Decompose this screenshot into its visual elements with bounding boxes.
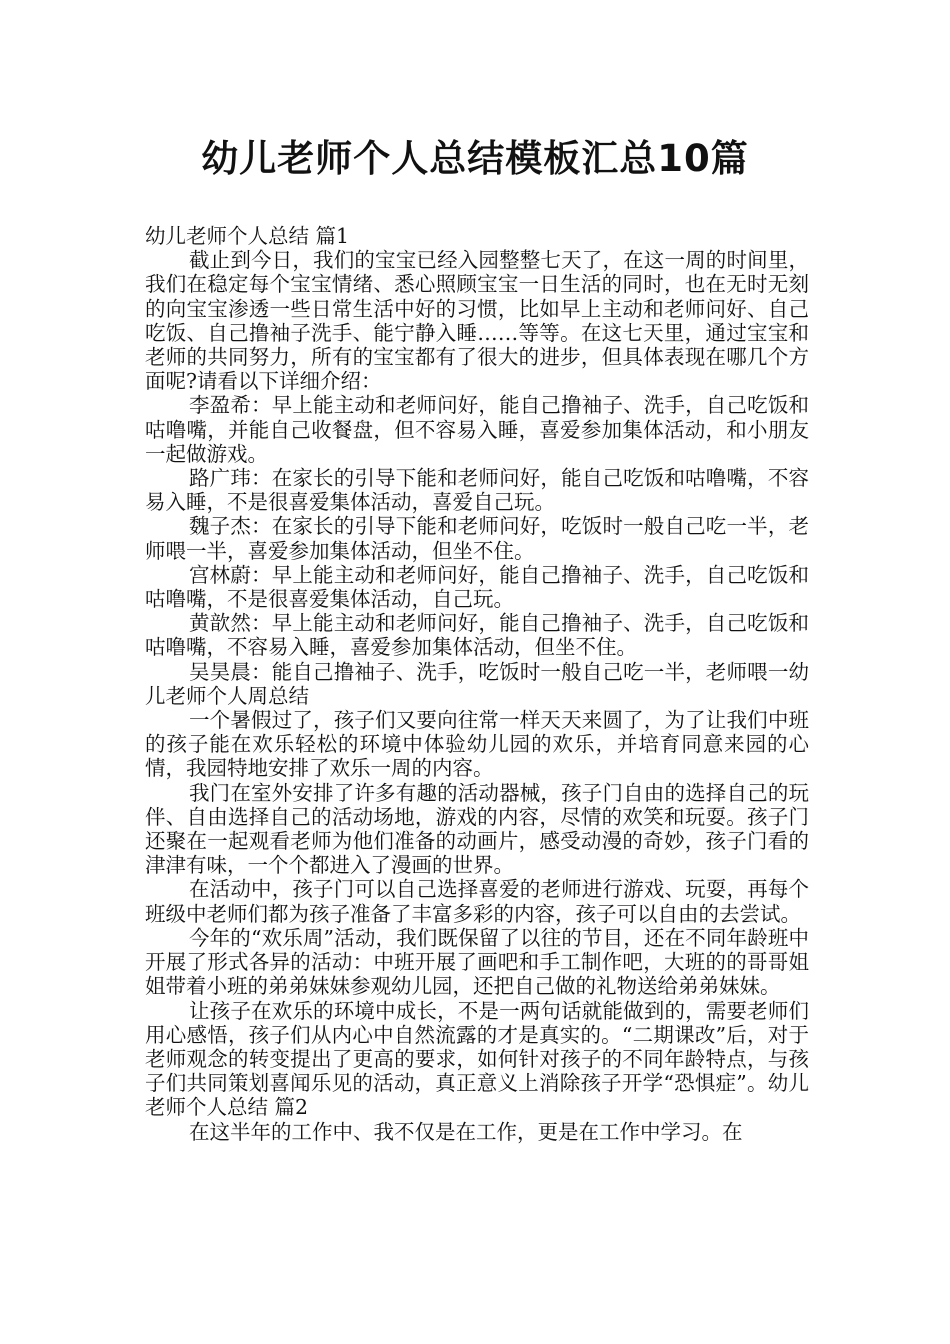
section-heading: 幼儿老师个人总结 篇1: [145, 224, 350, 248]
paragraph: 让孩子在欢乐的环境中成长，不是一两句话就能做到的，需要老师们用心感悟，孩子们从内心中自然流露的才是真实的。“二期课改”后，对于老师观念的转变提出了更高的要求，如何针对孩子的不同年龄特点，与孩子们共同策划喜闻乐见的活动，真正意义上消除孩子开学“恐惧症”。幼儿老师个人总结 篇2: [145, 998, 809, 1120]
paragraph: 截止到今日，我们的宝宝已经入园整整七天了，在这一周的时间里，我们在稳定每个宝宝情绪、悉心照顾宝宝一日生活的同时，也在无时无刻的向宝宝渗透一些日常生活中好的习惯，比如早上主动和老师问好、自己吃饭、自己撸袖子洗手、能宁静入睡……等等。在这七天里，通过宝宝和老师的共同努力，所有的宝宝都有了很大的进步，但具体表现在哪几个方面呢?请看以下详细介绍：: [145, 248, 809, 394]
document-body: [145, 224, 809, 1144]
paragraph: 今年的“欢乐周”活动，我们既保留了以往的节目，还在不同年龄班中开展了形式各异的活动：中班开展了画吧和手工制作吧，大班的的哥哥姐姐带着小班的弟弟妹妹参观幼儿园，还把自己做的礼物送给弟弟妹妹。: [145, 925, 809, 999]
paragraph: 黄歆然：早上能主动和老师问好，能自己撸袖子、洗手，自己吃饭和咕噜嘴，不容易入睡，喜爱参加集体活动，但坐不住。: [145, 611, 809, 660]
paragraph: 吴昊晨：能自己撸袖子、洗手，吃饭时一般自己吃一半，老师喂一幼儿老师个人周总结: [145, 659, 809, 708]
paragraph: 一个暑假过了，孩子们又要向往常一样天天来圆了，为了让我们中班的孩子能在欢乐轻松的环境中体验幼儿园的欢乐，并培育同意来园的心情，我园特地安排了欢乐一周的内容。: [145, 708, 809, 781]
paragraph: 宫林蔚：早上能主动和老师问好，能自己撸袖子、洗手，自己吃饭和咕噜嘴，不是很喜爱集体活动，自己玩。: [145, 562, 809, 612]
paragraph: 我门在室外安排了许多有趣的活动器械，孩子门自由的选择自己的玩伴、自由选择自己的活动场地，游戏的内容，尽情的欢笑和玩耍。孩子门还聚在一起观看老师为他们准备的动画片，感受动漫的奇妙，孩子门看的津津有味，一个个都进入了漫画的世界。: [145, 780, 809, 878]
paragraph: 魏子杰：在家长的引导下能和老师问好，吃饭时一般自己吃一半，老师喂一半，喜爱参加集体活动，但坐不住。: [145, 514, 809, 563]
paragraph: 李盈希：早上能主动和老师问好，能自己撸袖子、洗手，自己吃饭和咕噜嘴，并能自己收餐盘，但不容易入睡，喜爱参加集体活动，和小朋友一起做游戏。: [145, 393, 809, 466]
document-title: 幼儿老师个人总结模板汇总10篇: [201, 137, 749, 180]
paragraph: 在这半年的工作中、我不仅是在工作，更是在工作中学习。在: [189, 1119, 743, 1144]
paragraph: 在活动中，孩子门可以自己选择喜爱的老师进行游戏、玩耍，再每个班级中老师们都为孩子准备了丰富多彩的内容，孩子可以自由的去尝试。: [145, 877, 809, 926]
paragraph: 路广玮：在家长的引导下能和老师问好，能自己吃饭和咕噜嘴，不容易入睡，不是很喜爱集体活动，喜爱自己玩。: [145, 466, 809, 515]
